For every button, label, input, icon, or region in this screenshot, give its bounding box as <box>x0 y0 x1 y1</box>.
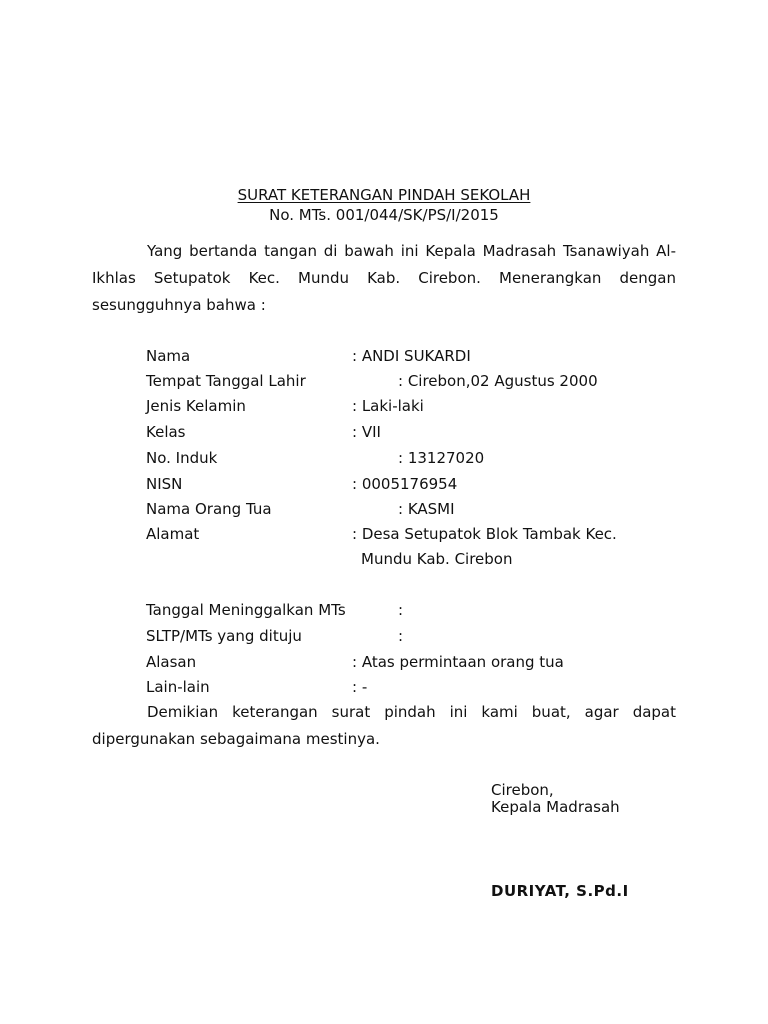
field-label-alasan: Alasan <box>146 653 197 671</box>
intro-text: Yang bertanda tangan di bawah ini Kepala Madrasah Tsanawiyah Al-Ikhlas Setupatok Kec. Mundu Kab. Cirebon. Menerangkan dengan sesungguhnya bahwa : <box>92 242 676 314</box>
field-value-alasan: : Atas permintaan orang tua <box>352 653 564 671</box>
letter-title-text: SURAT KETERANGAN PINDAH SEKOLAH <box>237 186 531 204</box>
field-label-lain-lain: Lain-lain <box>146 678 210 696</box>
field-label-orang-tua: Nama Orang Tua <box>146 500 272 518</box>
closing-paragraph <box>92 699 676 753</box>
field-value-jenis-kelamin: : Laki-laki <box>352 397 424 415</box>
field-label-tanggal-meninggalkan: Tanggal Meninggalkan MTs <box>146 601 346 619</box>
field-label-no-induk: No. Induk <box>146 449 218 467</box>
field-label-alamat: Alamat <box>146 525 200 543</box>
intro-paragraph <box>92 238 676 319</box>
field-value-alamat-cont: Mundu Kab. Cirebon <box>361 550 513 568</box>
field-value-orang-tua: : KASMI <box>398 500 455 518</box>
letter-number: No. MTs. 001/044/SK/PS/I/2015 <box>269 206 499 224</box>
field-value-lain-lain: : - <box>352 678 368 696</box>
field-label-jenis-kelamin: Jenis Kelamin <box>146 397 246 415</box>
field-label-nisn: NISN <box>146 475 183 493</box>
field-value-no-induk: : 13127020 <box>398 449 485 467</box>
signature-name: DURIYAT, S.Pd.I <box>491 882 629 900</box>
letter-title <box>0 185 768 205</box>
signature-position: Kepala Madrasah <box>491 798 620 816</box>
field-value-alamat: : Desa Setupatok Blok Tambak Kec. <box>352 525 617 543</box>
field-value-ttl: : Cirebon,02 Agustus 2000 <box>398 372 598 390</box>
field-label-ttl: Tempat Tanggal Lahir <box>146 372 306 390</box>
field-value-nama: : ANDI SUKARDI <box>352 347 471 365</box>
field-value-tanggal-meninggalkan: : <box>398 601 404 619</box>
field-value-sltp-dituju: : <box>398 627 404 645</box>
field-label-sltp-dituju: SLTP/MTs yang dituju <box>146 627 302 645</box>
signature-place: Cirebon, <box>491 781 554 799</box>
field-label-kelas: Kelas <box>146 423 186 441</box>
field-value-nisn: : 0005176954 <box>352 475 458 493</box>
field-value-kelas: : VII <box>352 423 381 441</box>
closing-text: Demikian keterangan surat pindah ini kami buat, agar dapat dipergunakan sebagaimana mestinya. <box>92 703 676 748</box>
field-label-nama: Nama <box>146 347 191 365</box>
